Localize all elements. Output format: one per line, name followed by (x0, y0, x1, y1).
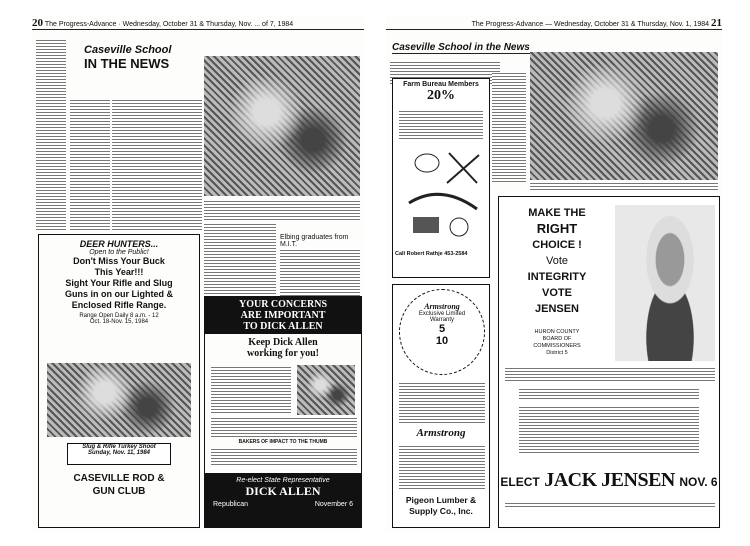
elect-word: ELECT (500, 475, 540, 489)
tools-illustration (399, 143, 483, 243)
deer-ad-hours: Range Open Daily 8 a.m. - 12 (79, 313, 159, 319)
jensen-slogan-5: INTEGRITY (527, 271, 587, 283)
farm-ad-call: Call Robert Rathje 453-2584 (395, 251, 468, 257)
allen-issues-heading: BAKERS OF IMPACT TO THE THUMB (238, 439, 328, 445)
feature-title-line-2: IN THE NEWS (84, 56, 170, 71)
allen-headline-3: TO DICK ALLEN (243, 321, 323, 332)
left-page-header (32, 16, 364, 30)
jensen-office-4: District 5 (546, 350, 568, 356)
turkey-shoot-line-1: Slug & Rifle Turkey Shoot (82, 444, 156, 450)
feature-title (84, 44, 204, 71)
article-text-column (112, 100, 202, 230)
left-page-number: 20 (32, 17, 43, 29)
jensen-office-1: HURON COUNTY (534, 329, 580, 335)
gun-club-name-2: GUN CLUB (92, 486, 146, 497)
deer-ad-title: DEER HUNTERS... (79, 239, 159, 249)
rifle-range-photo (47, 363, 191, 437)
dick-allen-ad (204, 296, 362, 528)
farm-ad-title: Farm Bureau Members (403, 81, 479, 88)
farm-ad-text (399, 111, 483, 139)
photo-caption-text (204, 200, 360, 220)
right-page-header (386, 16, 722, 30)
jack-jensen-portrait (615, 205, 715, 361)
jensen-slogan-4: Vote (545, 255, 569, 267)
allen-bio-text (211, 367, 291, 413)
jensen-slogan-7: JENSEN (534, 303, 580, 315)
right-feature-photo (530, 52, 718, 180)
allen-date: November 6 (314, 501, 353, 508)
jensen-ad-footer-text (505, 501, 715, 507)
elect-jensen-banner (499, 469, 719, 492)
dick-allen-portrait (297, 365, 355, 415)
right-page-number: 21 (711, 17, 722, 29)
deer-ad-open: Open to the Public! (89, 249, 149, 256)
jensen-slogan-6: VOTE (542, 287, 572, 299)
article-text-column (70, 100, 110, 230)
students-photo (204, 56, 360, 196)
allen-party-date (205, 499, 361, 510)
jensen-office-3: COMMISSIONERS (533, 343, 581, 349)
deer-hunters-ad (38, 234, 200, 528)
allen-headline-2: ARE IMPORTANT (240, 310, 326, 321)
turkey-shoot-line-2: Sunday, Nov. 11, 1984 (87, 450, 151, 456)
deer-ad-line-2: This Year!!! (94, 267, 144, 277)
warranty-seal (399, 289, 485, 375)
jensen-office-2: BOARD OF (542, 336, 572, 342)
armstrong-brand: Armstrong (416, 427, 466, 439)
right-feature-title: Caseville School in the News (392, 42, 562, 54)
elbing-caption: Elbing graduates from M.I.T. (280, 234, 349, 248)
allen-ad-headline (205, 297, 361, 334)
deer-ad-line-1: Don't Miss Your Buck (73, 256, 165, 266)
jensen-ad-text (519, 387, 699, 399)
article-text-column (492, 72, 526, 182)
armstrong-ad (392, 284, 490, 528)
jensen-slogan-2: RIGHT (536, 221, 578, 236)
right-header-text: The Progress-Advance — Wednesday, October 31 & Thursday, Nov. 1, 1984 (471, 21, 710, 28)
jensen-slogan-1: MAKE THE (528, 207, 586, 219)
lumber-name-1: Pigeon Lumber & (405, 495, 477, 505)
warranty-years-5: 5 (438, 323, 446, 335)
article-text-column (204, 224, 276, 294)
armstrong-ad-text (399, 381, 485, 423)
allen-reelect-label: Re-elect State Representative (236, 477, 330, 484)
article-text-column (36, 40, 66, 230)
feature-title-line-1: Caseville School (84, 44, 172, 56)
allen-keep-2: working for you! (246, 348, 320, 359)
warranty-line-1: Exclusive Limited (418, 311, 466, 317)
jensen-slogan-3: CHOICE ! (532, 239, 582, 251)
deer-ad-line-5: Enclosed Rifle Range. (71, 300, 167, 310)
allen-issues-text (211, 417, 357, 437)
farm-ad-percent: 20% (427, 88, 455, 103)
allen-name: DICK ALLEN (245, 484, 321, 498)
allen-party: Republican (213, 501, 249, 508)
armstrong-ad-text (399, 445, 485, 489)
left-newspaper-page (32, 16, 364, 531)
allen-reelect-banner (205, 473, 361, 527)
jensen-ad-text (505, 367, 715, 381)
photo-caption-text (530, 182, 718, 190)
deer-ad-line-3: Sight Your Rifle and Slug (65, 278, 173, 288)
allen-keep-1: Keep Dick Allen (248, 337, 318, 348)
election-date: NOV. 6 (679, 475, 718, 489)
lumber-name-2: Supply Co., Inc. (409, 506, 473, 516)
deer-ad-dates: Oct. 18-Nov. 15, 1984 (89, 319, 149, 325)
allen-issues-text (211, 447, 357, 465)
farm-bureau-ad (392, 78, 490, 278)
warranty-line-2: Warranty (429, 317, 455, 323)
jensen-office (505, 329, 609, 357)
left-header-text: The Progress-Advance · Wednesday, October 31 & Thursday, Nov. ... of 7, 1984 (44, 21, 294, 28)
right-newspaper-page (386, 16, 722, 531)
deer-ad-line-4: Guns in on our Lighted & (65, 289, 173, 299)
gun-club-name-1: CASEVILLE ROD & (73, 473, 165, 484)
allen-headline-1: YOUR CONCERNS (238, 299, 328, 310)
turkey-shoot-box (67, 443, 171, 465)
jensen-name: JACK JENSEN (544, 469, 675, 491)
jensen-bullet-list (519, 405, 699, 453)
warranty-years-10: 10 (435, 335, 449, 347)
armstrong-brand-seal: Armstrong (424, 302, 460, 311)
jensen-ad (498, 196, 720, 528)
article-text-column (280, 248, 360, 296)
jensen-slogan (505, 205, 609, 317)
